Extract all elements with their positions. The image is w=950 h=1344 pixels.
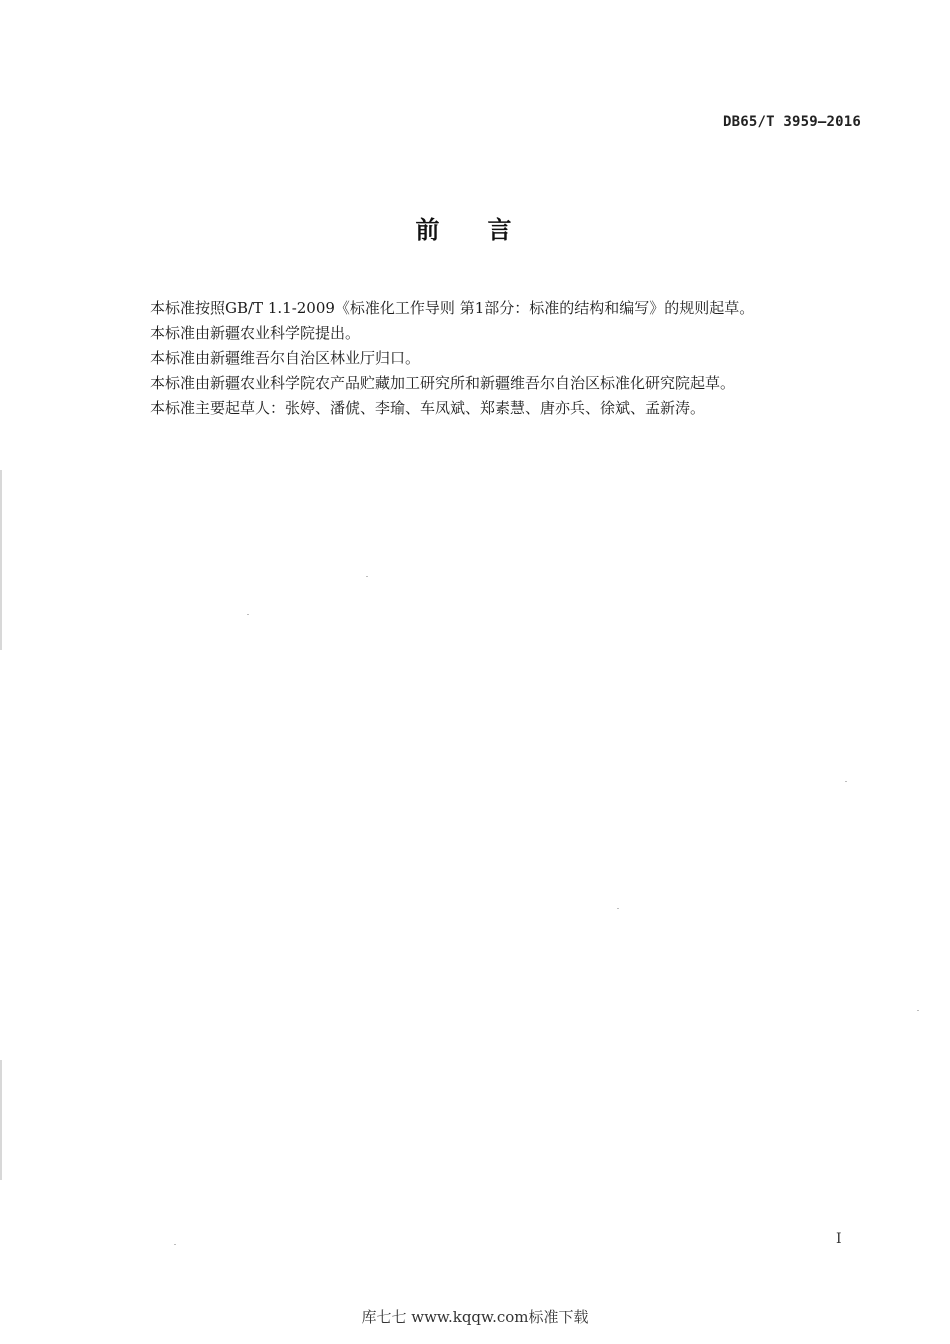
scan-edge-mark [0,1060,2,1180]
foreword-body [150,296,850,421]
foreword-paragraph: 本标准由新疆农业科学院提出。 [150,324,361,342]
scan-speck [366,576,368,577]
scan-edge-mark [0,470,2,650]
scan-speck [845,781,847,782]
page-title: 前言 [415,216,560,244]
document-code: DB65/T 3959—2016 [722,114,861,130]
scan-speck [174,1244,176,1245]
foreword-paragraph: 本标准由新疆维吾尔自治区林业厅归口。 [150,349,421,367]
foreword-paragraph: 本标准由新疆农业科学院农产品贮藏加工研究所和新疆维吾尔自治区标准化研究院起草。 [150,374,736,392]
scan-speck [917,1010,919,1011]
download-footer: 库七七 www.kqqw.com标准下载 [361,1308,589,1326]
foreword-paragraph: 本标准主要起草人：张婷、潘俿、李瑜、车凤斌、郑素慧、唐亦兵、徐斌、孟新涛。 [150,399,706,417]
scan-speck [617,908,619,909]
foreword-paragraph: 本标准按照GB/T 1.1-2009《标准化工作导则 第1部分：标准的结构和编写》的规则起草。 [150,299,755,317]
page-number: I [836,1231,842,1247]
scan-speck [247,614,249,615]
